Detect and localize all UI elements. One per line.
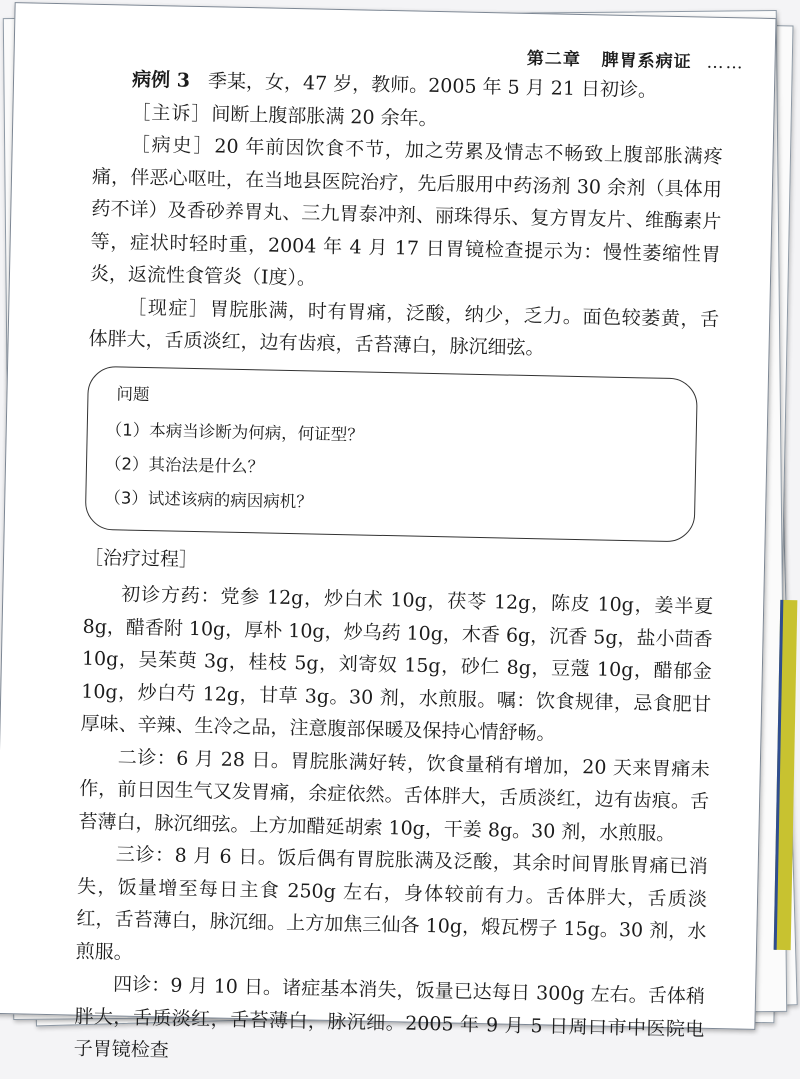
case-intro-text: 季某，女，47 岁，教师。2005 年 5 月 21 日初诊。 — [207, 70, 658, 102]
running-head — [527, 44, 745, 74]
medical-history-tag: ［病史］ — [130, 133, 215, 158]
medical-history-text: 20 年前因饮食不节，加之劳累及情志不畅致上腹部胀满疼痛，伴恶心呕吐，在当地县医院治疗，先后服用中药汤剂 30 余剂（具体用药不详）及香砂养胃丸、三九胃泰冲剂、丽珠得乐、复方胃友片、维酶素片等，症状时轻时重，2004 年 4 月 17 日胃镜检查提示为：慢性萎缩性胃炎，返流性食管炎（Ⅰ度）。 — [89, 135, 723, 290]
visit-paragraph: 四诊：9 月 10 日。诸症基本消失，饭量已达每日 300g 左右。舌体稍胖大，舌质淡红，舌苔薄白，脉沉细。2005 年 9 月 5 日周口市中医院电子胃镜检查 — [73, 973, 706, 1062]
questions-box — [85, 365, 698, 542]
visit-paragraph: 二诊：6 月 28 日。胃脘胀满好转，饮食量稍有增加，20 天来胃痛未作，前日因生气又发胃痛，余症依然。舌体胖大，舌质淡红，边有齿痕。舌苔薄白，脉沉细弦。上方加醋延胡索 10g，干姜 8g。30 剂，水煎服。 — [78, 745, 710, 845]
case-label: 病例 3 — [131, 68, 191, 92]
question-item: （1）本病当诊断为何病，何证型？ — [105, 419, 364, 445]
present-symptoms — [88, 290, 719, 368]
page-content — [73, 63, 724, 1078]
chief-complaint-text: 间断上腹部胀满 20 余年。 — [211, 102, 438, 130]
book-page — [0, 2, 777, 1062]
present-symptoms-tag: ［现症］ — [127, 296, 211, 320]
visit-paragraph: 三诊：8 月 6 日。饭后偶有胃脘胀满及泛酸，其余时间胃胀胃痛已消失，饭量增至每日主食 250g 左右，身体较前有力。舌体胖大，舌质淡红，舌苔薄白，脉沉细。上方加焦三仙各 10g，煅瓦楞子 15g。30 剂，水煎服。 — [75, 843, 708, 964]
question-item: （2）其治法是什么？ — [104, 453, 265, 476]
chapter-label: 第二章 — [526, 48, 582, 71]
treatment-heading: ［治疗过程］ — [83, 546, 199, 571]
medical-history — [90, 128, 723, 304]
chief-complaint-tag: ［主诉］ — [131, 101, 212, 125]
chapter-title: 脾胃系病证 — [601, 50, 692, 73]
questions-title: 问题 — [116, 383, 150, 404]
visit-paragraph: 初诊方药：党参 12g，炒白术 10g，茯苓 12g，陈皮 10g，姜半夏 8g，醋香附 10g，厚朴 10g，炒乌药 10g，木香 6g，沉香 5g，盐小茴香 10g，吴茱萸 3g，桂枝 5g，刘寄奴 15g，砂仁 8g，豆蔻 10g，醋郁金 10g，炒白芍 12g，甘草 3g。30 剂，水煎服。嘱：饮食规律，忌食肥甘厚味、辛辣、生冷之品，注意腹部保暖及保持心情舒畅。 — [80, 583, 714, 745]
question-item: （3）试述该病的病因病机？ — [104, 487, 313, 511]
running-head-dots: …… — [706, 52, 745, 74]
present-symptoms-text: 胃脘胀满，时有胃痛，泛酸，纳少，乏力。面色较萎黄，舌体胖大，舌质淡红，边有齿痕，舌苔薄白，脉沉细弦。 — [88, 297, 720, 360]
